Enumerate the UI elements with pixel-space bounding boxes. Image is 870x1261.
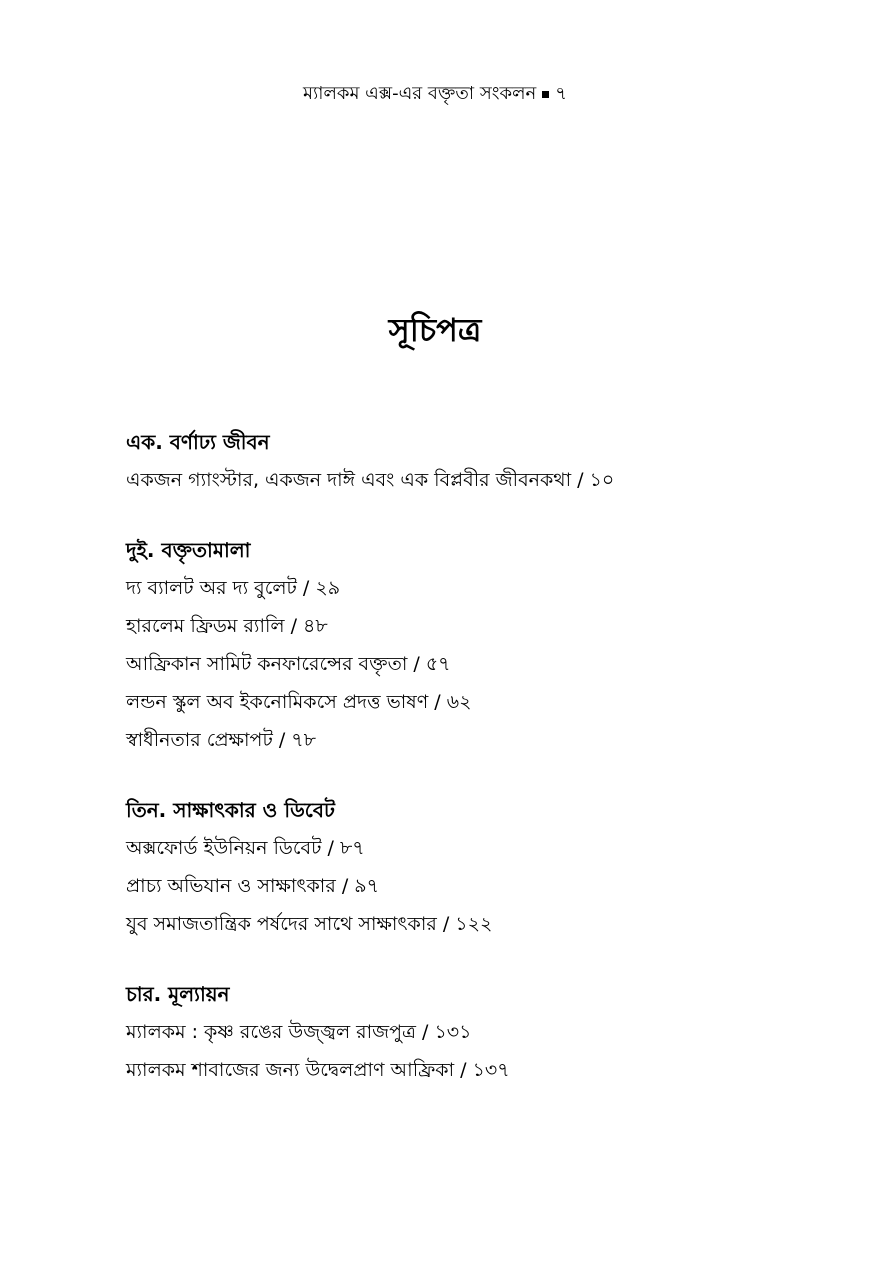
toc-entry: অক্সফোর্ড ইউনিয়ন ডিবেট / ৮৭ — [126, 837, 365, 859]
toc-entry: ম্যালকম : কৃষ্ণ রঙের উজ্জ্বল রাজপুত্র / ১৩১ — [126, 1021, 472, 1043]
page-number: ৭ — [555, 83, 567, 104]
running-header — [0, 82, 870, 106]
toc-entry: স্বাধীনতার প্রেক্ষাপট / ৭৮ — [126, 729, 316, 751]
section-heading: তিন. সাক্ষাৎকার ও ডিবেট — [126, 798, 335, 822]
toc-entry: ম্যালকম শাবাজের জন্য উদ্বেলপ্রাণ আফ্রিকা / ১৩৭ — [126, 1059, 510, 1081]
section-heading: চার. মূল্যায়ন — [126, 982, 230, 1006]
toc-section-4 — [126, 978, 826, 1086]
toc-entry: লন্ডন স্কুল অব ইকনোমিকসে প্রদত্ত ভাষণ / ৬২ — [126, 691, 472, 713]
toc-entry: দ্য ব্যালট অর দ্য বুলেট / ২৯ — [126, 577, 341, 599]
toc-entry: হারলেম ফ্রিডম র‍্যালি / ৪৮ — [126, 615, 328, 637]
separator-square-icon — [542, 91, 549, 98]
toc-section-2 — [126, 534, 826, 756]
toc-section-3 — [126, 794, 826, 940]
section-heading: দুই. বক্তৃতামালা — [126, 538, 251, 562]
running-title: ম্যালকম এক্স-এর বক্তৃতা সংকলন — [303, 83, 537, 104]
page-title: সূচিপত্র — [388, 311, 482, 349]
table-of-contents — [126, 426, 826, 1124]
section-heading: এক. বর্ণাঢ্য জীবন — [126, 430, 270, 454]
toc-section-1 — [126, 426, 826, 496]
toc-entry: আফ্রিকান সামিট কনফারেন্সের বক্তৃতা / ৫৭ — [126, 653, 451, 675]
toc-entry: যুব সমাজতান্ত্রিক পর্ষদের সাথে সাক্ষাৎকার / ১২২ — [126, 913, 493, 935]
toc-entry: একজন গ্যাংস্টার, একজন দাঈ এবং এক বিপ্লবীর জীবনকথা / ১০ — [126, 469, 615, 491]
toc-entry: প্রাচ্য অভিযান ও সাক্ষাৎকার / ৯৭ — [126, 875, 379, 897]
